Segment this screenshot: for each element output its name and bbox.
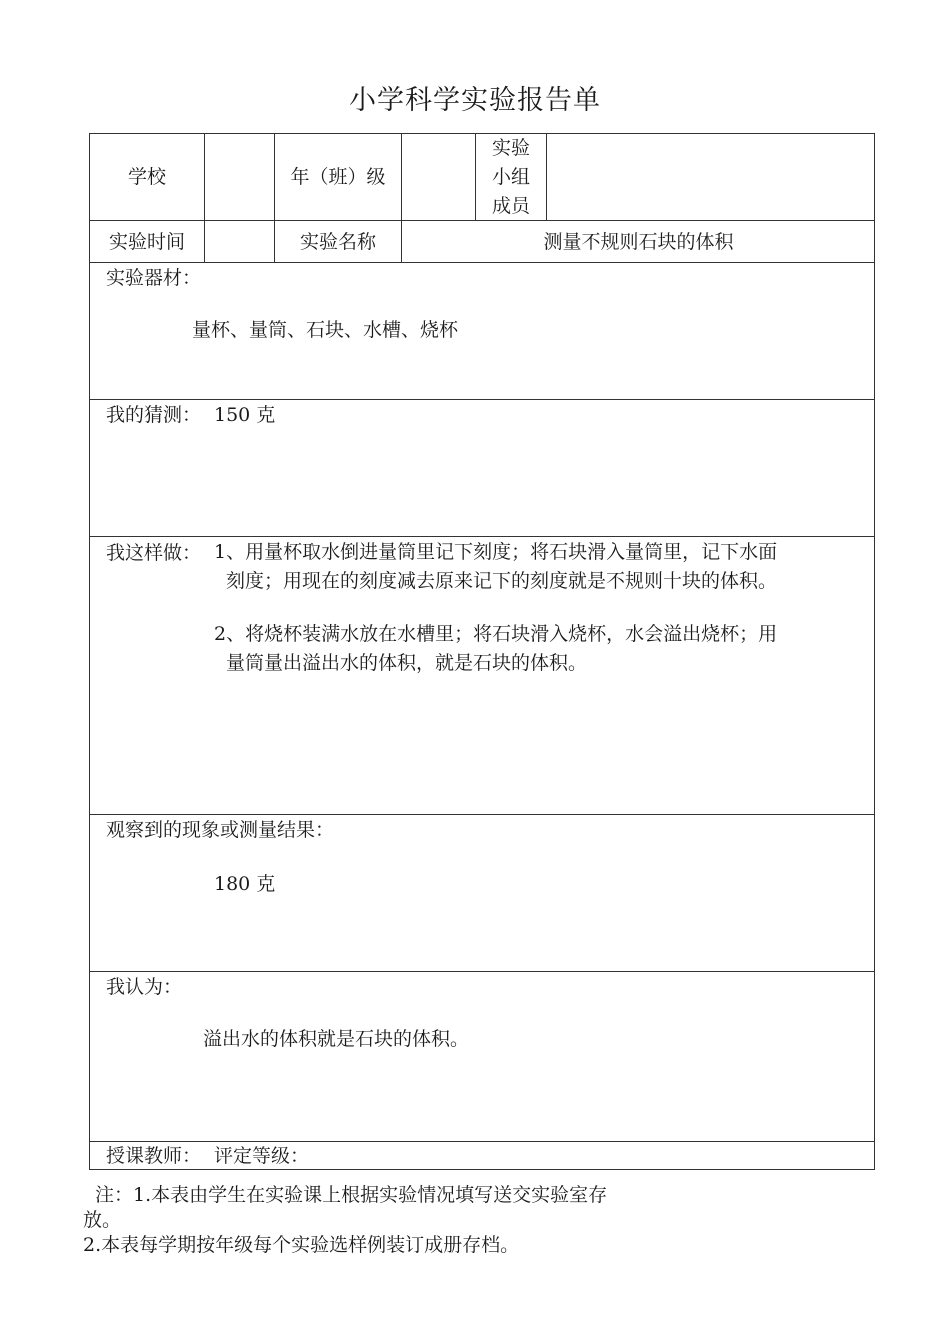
grade-field[interactable] [402, 134, 475, 220]
members-field[interactable] [547, 134, 875, 220]
row-divider [90, 971, 874, 972]
time-label: 实验时间 [108, 230, 185, 253]
experiment-name-value[interactable]: 测量不规则石块的体积 [543, 230, 734, 253]
school-field[interactable] [205, 134, 274, 220]
note-line-2: 2.本表每学期按年级每个实验选样例装订成册存档。 [83, 1234, 520, 1256]
observation-label: 观察到的现象或测量结果： [106, 819, 335, 841]
members-label-line: 小组 [491, 165, 530, 188]
materials-label: 实验器材： [106, 267, 202, 289]
row-divider [90, 536, 874, 537]
guess-value[interactable]: 150 克 [214, 404, 276, 426]
row-divider [90, 399, 874, 400]
note-line-1: 注：1.本表由学生在实验课上根据实验情况填写送交实验室存 [95, 1184, 608, 1206]
teacher-label: 授课教师： [106, 1145, 202, 1167]
row-divider [90, 262, 874, 263]
report-table [89, 133, 875, 1170]
procedure-step-1-line: 刻度；用现在的刻度减去原来记下的刻度就是不规则十块的体积。 [226, 570, 778, 592]
procedure-step-2[interactable] [214, 620, 777, 678]
school-label: 学校 [127, 166, 166, 188]
procedure-step-2-line: 2、将烧杯装满水放在水槽里；将石块滑入烧杯，水会溢出烧杯；用 [214, 623, 778, 645]
experiment-name-label: 实验名称 [299, 230, 376, 253]
grade-label: 年（班）级 [290, 166, 386, 188]
members-label [476, 134, 546, 220]
report-title: 小学科学实验报告单 [349, 85, 601, 116]
note-line-1-continued: 放。 [83, 1209, 122, 1231]
time-field[interactable] [205, 221, 274, 262]
evaluation-grade-label: 评定等级： [214, 1145, 310, 1167]
conclusion-value[interactable]: 溢出水的体积就是石块的体积。 [203, 1028, 470, 1050]
guess-label: 我的猜测： [106, 404, 202, 426]
row-divider [90, 814, 874, 815]
members-label-line: 成员 [491, 194, 530, 217]
observation-value[interactable]: 180 克 [214, 873, 276, 895]
procedure-step-1[interactable] [214, 538, 777, 596]
procedure-step-1-line: 1、用量杯取水倒进量筒里记下刻度；将石块滑入量筒里，记下水面 [214, 541, 778, 563]
procedure-step-2-line: 量筒量出溢出水的体积，就是石块的体积。 [226, 652, 588, 674]
procedure-label: 我这样做： [106, 542, 202, 564]
materials-value[interactable]: 量杯、量筒、石块、水槽、烧杯 [192, 319, 459, 341]
row-divider [90, 1141, 874, 1142]
conclusion-label: 我认为： [106, 976, 183, 998]
members-label-line: 实验 [491, 136, 530, 159]
